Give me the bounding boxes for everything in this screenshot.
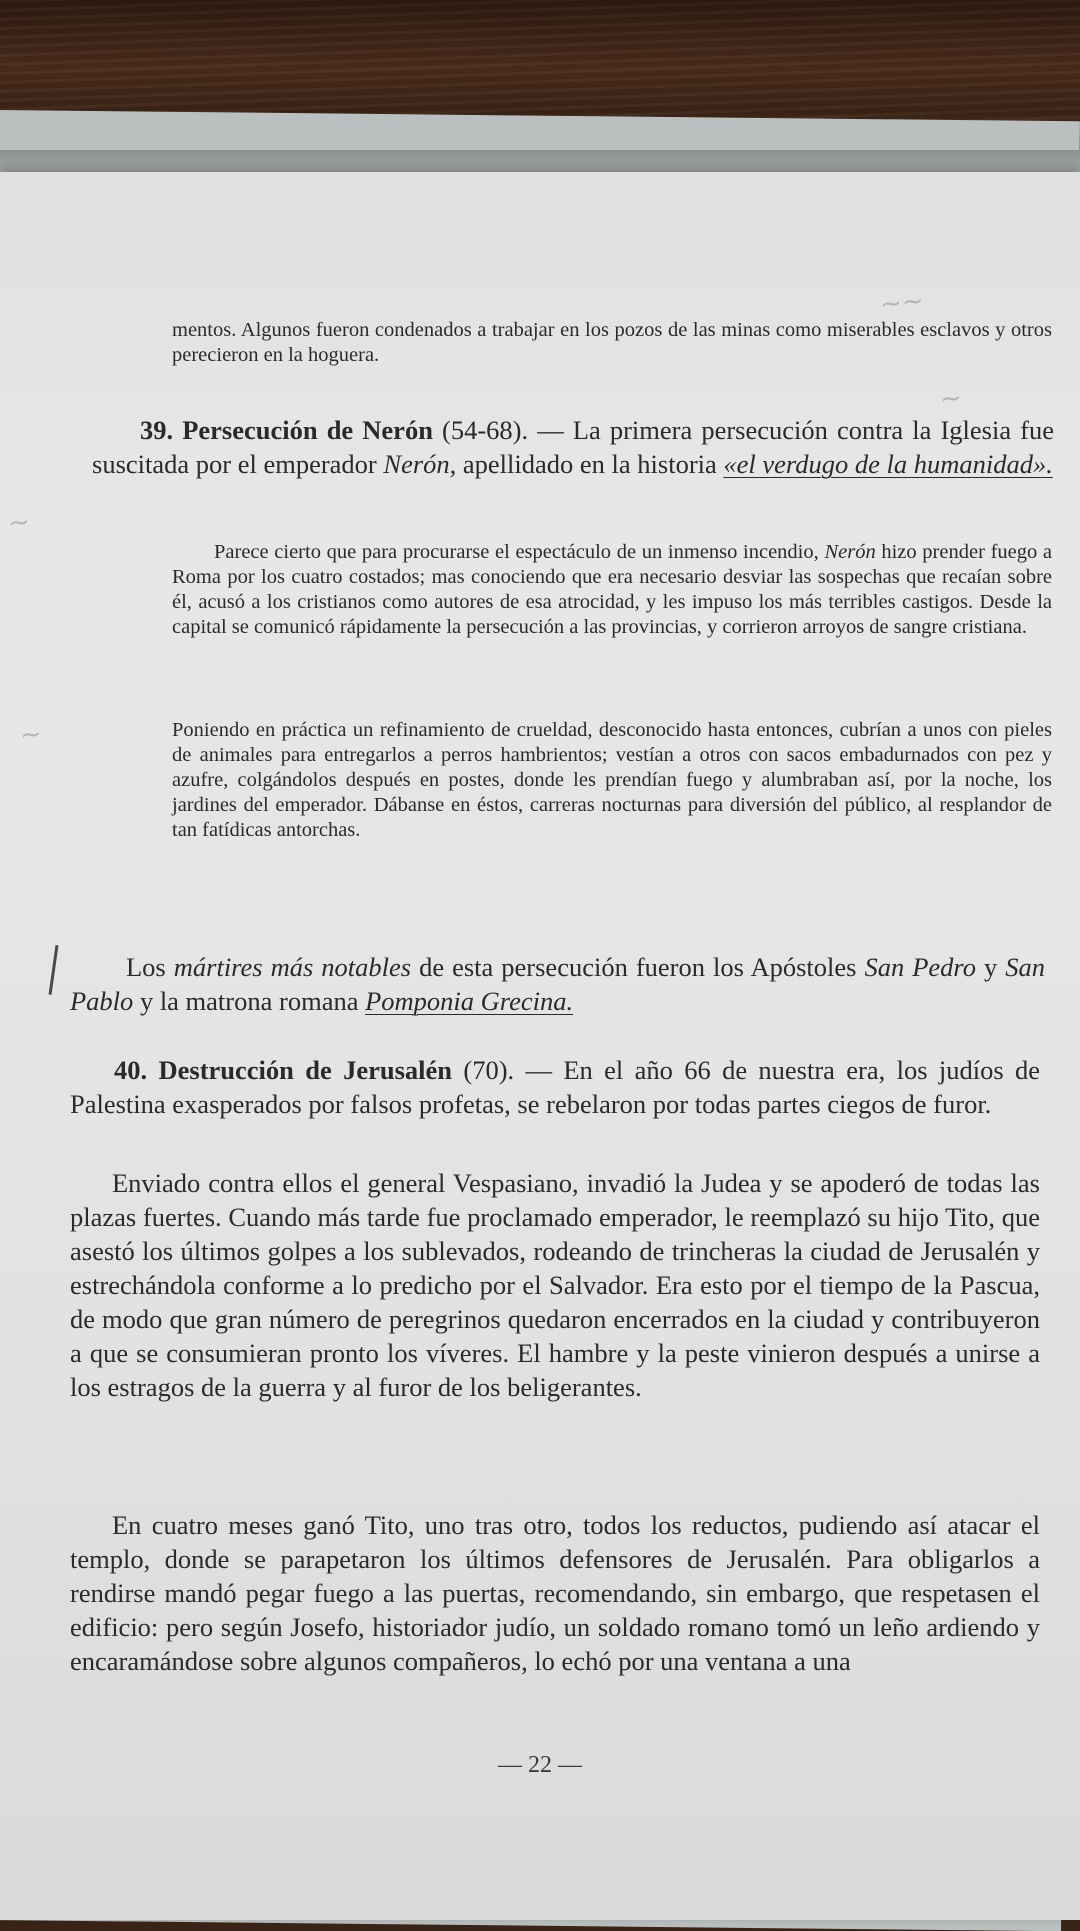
section-40-p2-text: Enviado contra ellos el general Vespasiano, invadió la Judea y se apoderó de todas las plazas fuertes. Cuando más tarde fue proclamado emperador, le reemplazó su hijo Tito, que asestó los últimos golpes a los sublevados, rodeando de trincheras la ciudad de Jerusalén y estrechándola conforme a lo predicho por el Salvador. Era esto por el tiempo de la Pascua, de modo que gran número de peregrinos quedaron encerrados en la ciudad y contribuyeron a que se consumieran pronto los víveres. El hambre y la peste vinieron después a unirse a los estragos de la guerra y al furor de los beligerantes. (70, 1168, 1040, 1402)
martyrs-c: y la matrona romana (133, 986, 366, 1016)
page-number: — 22 — (498, 1752, 582, 1778)
section-40-p3-text: En cuatro meses ganó Tito, uno tras otro, todos los reductos, pudiendo así atacar el templo, donde se parapetaron los últimos defensores de Jerusalén. Para obligarlos a rendirse mandó pegar fuego a las puertas, recomendando, sin embargo, que respetasen el edificio: pero según Josefo, historiador judío, un soldado romano tomó un leño ardiendo y encaramándose sobre algunos compañeros, lo echó por una ventana a una (70, 1510, 1040, 1676)
pencil-scribble-right: ~ (938, 382, 964, 416)
martyr-pomponia-grecina: Pomponia Grecina. (365, 986, 574, 1016)
detail-1-nero: Nerón (824, 541, 876, 563)
section-39-detail-2 (172, 718, 1052, 843)
martyr-san-pablo: San Pablo (70, 952, 1045, 1016)
detail-2-text: Poniendo en práctica un refinamiento de crueldad, desconocido hasta entonces, cubrían a unos con pieles de animales para entregarlos a perros hambrientos; vestían a otros con sacos embadurnados con pez y azufre, colgándolos después en postes, donde les prendían fuego y alumbraban así, por la noche, los jardines del emperador. Dábanse en éstos, carreras nocturnas para diversión del público, al resplandor de tan fatídicas antorchas. (172, 719, 1052, 841)
martyr-san-pedro: San Pedro (864, 952, 976, 982)
martyrs-a: Los (126, 952, 174, 982)
continuation-text: mentos. Algunos fueron condenados a trabajar en los pozos de las minas como miserables esclavos y otros perecieron en la hoguera. (172, 319, 1052, 366)
paragraph-continuation (172, 318, 1052, 368)
pencil-scribble-left-margin: ~ (6, 506, 32, 540)
section-39-number: 39. (140, 415, 174, 445)
section-39-heading-paragraph (92, 413, 1054, 481)
section-40-paragraph-2 (70, 1166, 1040, 1404)
martyrs-italic: mártires más notables (173, 952, 412, 982)
section-40-paragraph-3 (70, 1508, 1040, 1678)
detail-1-lead: Parece cierto que para procurarse el espectáculo de un inmenso incendio, (214, 541, 819, 563)
martyrs-y: y (976, 952, 1006, 982)
pencil-scribble-left-margin-2: ~ (18, 718, 44, 752)
section-40-title: Destrucción de Jerusalén (158, 1055, 453, 1085)
martyrs-paragraph (70, 950, 1045, 1018)
section-40-body: — En el año 66 de nuestra era, los judíos de Palestina exasperados por falsos profetas, se rebelaron por todas partes ciegos de furor. (70, 1055, 1041, 1119)
section-39-body-b: apellidado en la historia (456, 449, 724, 479)
section-39-detail-1 (172, 540, 1052, 640)
detail-1-rest: hizo prender fuego a Roma por los cuatro costados; mas conociendo que era necesario desviar las sospechas que recaían sobre él, acusó a los cristianos como autores de esa atrocidad, y les impuso los más terribles castigos. Desde la capital se comunicó rápidamente la persecución a las provincias, y corrieron arroyos de sangre cristiana. (172, 541, 1053, 638)
pencil-scribble-top-right: ~~ (878, 285, 926, 321)
section-39-body-a: — La primera persecución contra la Iglesia fue suscitada por el emperador (92, 415, 1055, 479)
section-39-quote: «el verdugo de la humanidad». (723, 449, 1053, 479)
section-39-title: Persecución de Nerón (182, 415, 433, 445)
section-39-dates: (54-68). (442, 415, 529, 445)
section-40-dates: (70). (463, 1055, 515, 1085)
section-40-heading-paragraph (70, 1053, 1040, 1121)
martyrs-b: de esta persecución fueron los Apóstoles (411, 952, 865, 982)
section-40-number: 40. (114, 1055, 148, 1085)
section-39-body-name: Nerón, (383, 449, 457, 479)
